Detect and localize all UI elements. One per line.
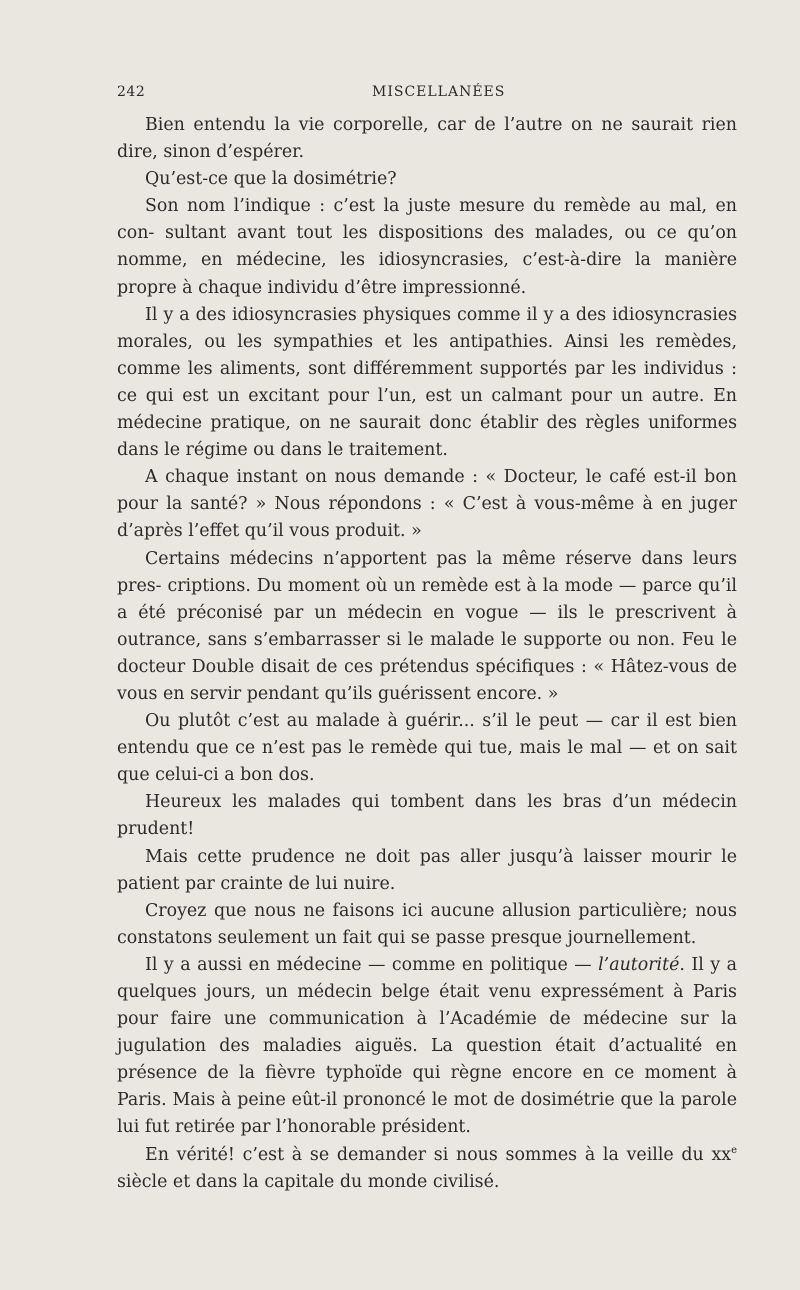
superscript-e: e [731, 1144, 737, 1156]
paragraph: Heureux les malades qui tombent dans les bras d’un médecin prudent! [117, 792, 737, 840]
paragraph: Qu’est-ce que la dosimétrie? [145, 169, 397, 190]
page-number: 242 [117, 84, 146, 100]
paragraph: Mais cette prudence ne doit pas aller jusqu’à laisser mourir le patient par crainte de lui nuire. [117, 846, 737, 894]
running-head: MISCELLANÉES [372, 84, 506, 100]
paragraph: Bien entendu la vie corporelle, car de l’autre on ne saurait rien dire, sinon d’espérer. [117, 115, 737, 163]
text-run: . Il y a quelques jours, un médecin belge était venu expressément à Paris pour faire une communication à l’Académie de médecine sur la jugulation des maladies aiguës. La question était d’actualité en présence de la fièvre typhoïde qui règne encore en ce moment à Paris. Mais à peine eût-il prononcé le mot de dosimétrie que la parole lui fut retirée par l’honorable président. [117, 954, 737, 1138]
paragraph: Certains médecins n’apportent pas la même réserve dans leurs pres- criptions. Du moment où un remède est à la mode — parce qu’il a été préconisé par un médecin en vogue — ils le prescrivent à outrance, sans s’embarrasser si le malade le supporte ou non. Feu le docteur Double disait de ces prétendus spécifiques : « Hâtez-vous de vous en servir pendant qu’ils guérissent encore. » [117, 548, 737, 704]
body-text [117, 112, 737, 1196]
text-run: Il y a aussi en médecine — comme en politique — [145, 954, 599, 975]
paragraph: Il y a des idiosyncrasies physiques comme il y a des idiosyncrasies morales, ou les sympathies et les antipathies. Ainsi les remèdes, comme les aliments, sont différemment supportés par les individus : ce qui est un excitant pour l’un, est un calmant pour un autre. En médecine pratique, on ne saurait donc établir des règles uniformes dans le régime ou dans le traitement. [117, 304, 737, 461]
page-header [117, 84, 737, 106]
paragraph-final [117, 1142, 737, 1196]
paragraph-autorite [117, 952, 737, 1142]
text-run: siècle et dans la capitale du monde civilisé. [117, 1171, 500, 1192]
paragraph: Son nom l’indique : c’est la juste mesure du remède au mal, en con- sultant avant tout les dispositions des malades, ou ce qu’on nomme, en médecine, les idiosyncrasies, c’est-à-dire la manière propre à chaque individu d’être impressionné. [117, 196, 737, 298]
paragraph: Ou plutôt c’est au malade à guérir... s’il le peut — car il est bien entendu que ce n’est pas le remède qui tue, mais le mal — et on sait que celui-ci a bon dos. [117, 711, 737, 786]
paragraph: A chaque instant on nous demande : « Docteur, le café est-il bon pour la santé? » Nous répondons : « C’est à vous-même à en juger d’après l’effet qu’il vous produit. » [117, 467, 737, 542]
emphasis-autorite: l’autorité [598, 954, 680, 975]
text-run: En vérité! c’est à se demander si nous sommes à la veille du xx [145, 1144, 732, 1165]
paragraph: Croyez que nous ne faisons ici aucune allusion particulière; nous constatons seulement un fait qui se passe presque journellement. [117, 900, 737, 948]
